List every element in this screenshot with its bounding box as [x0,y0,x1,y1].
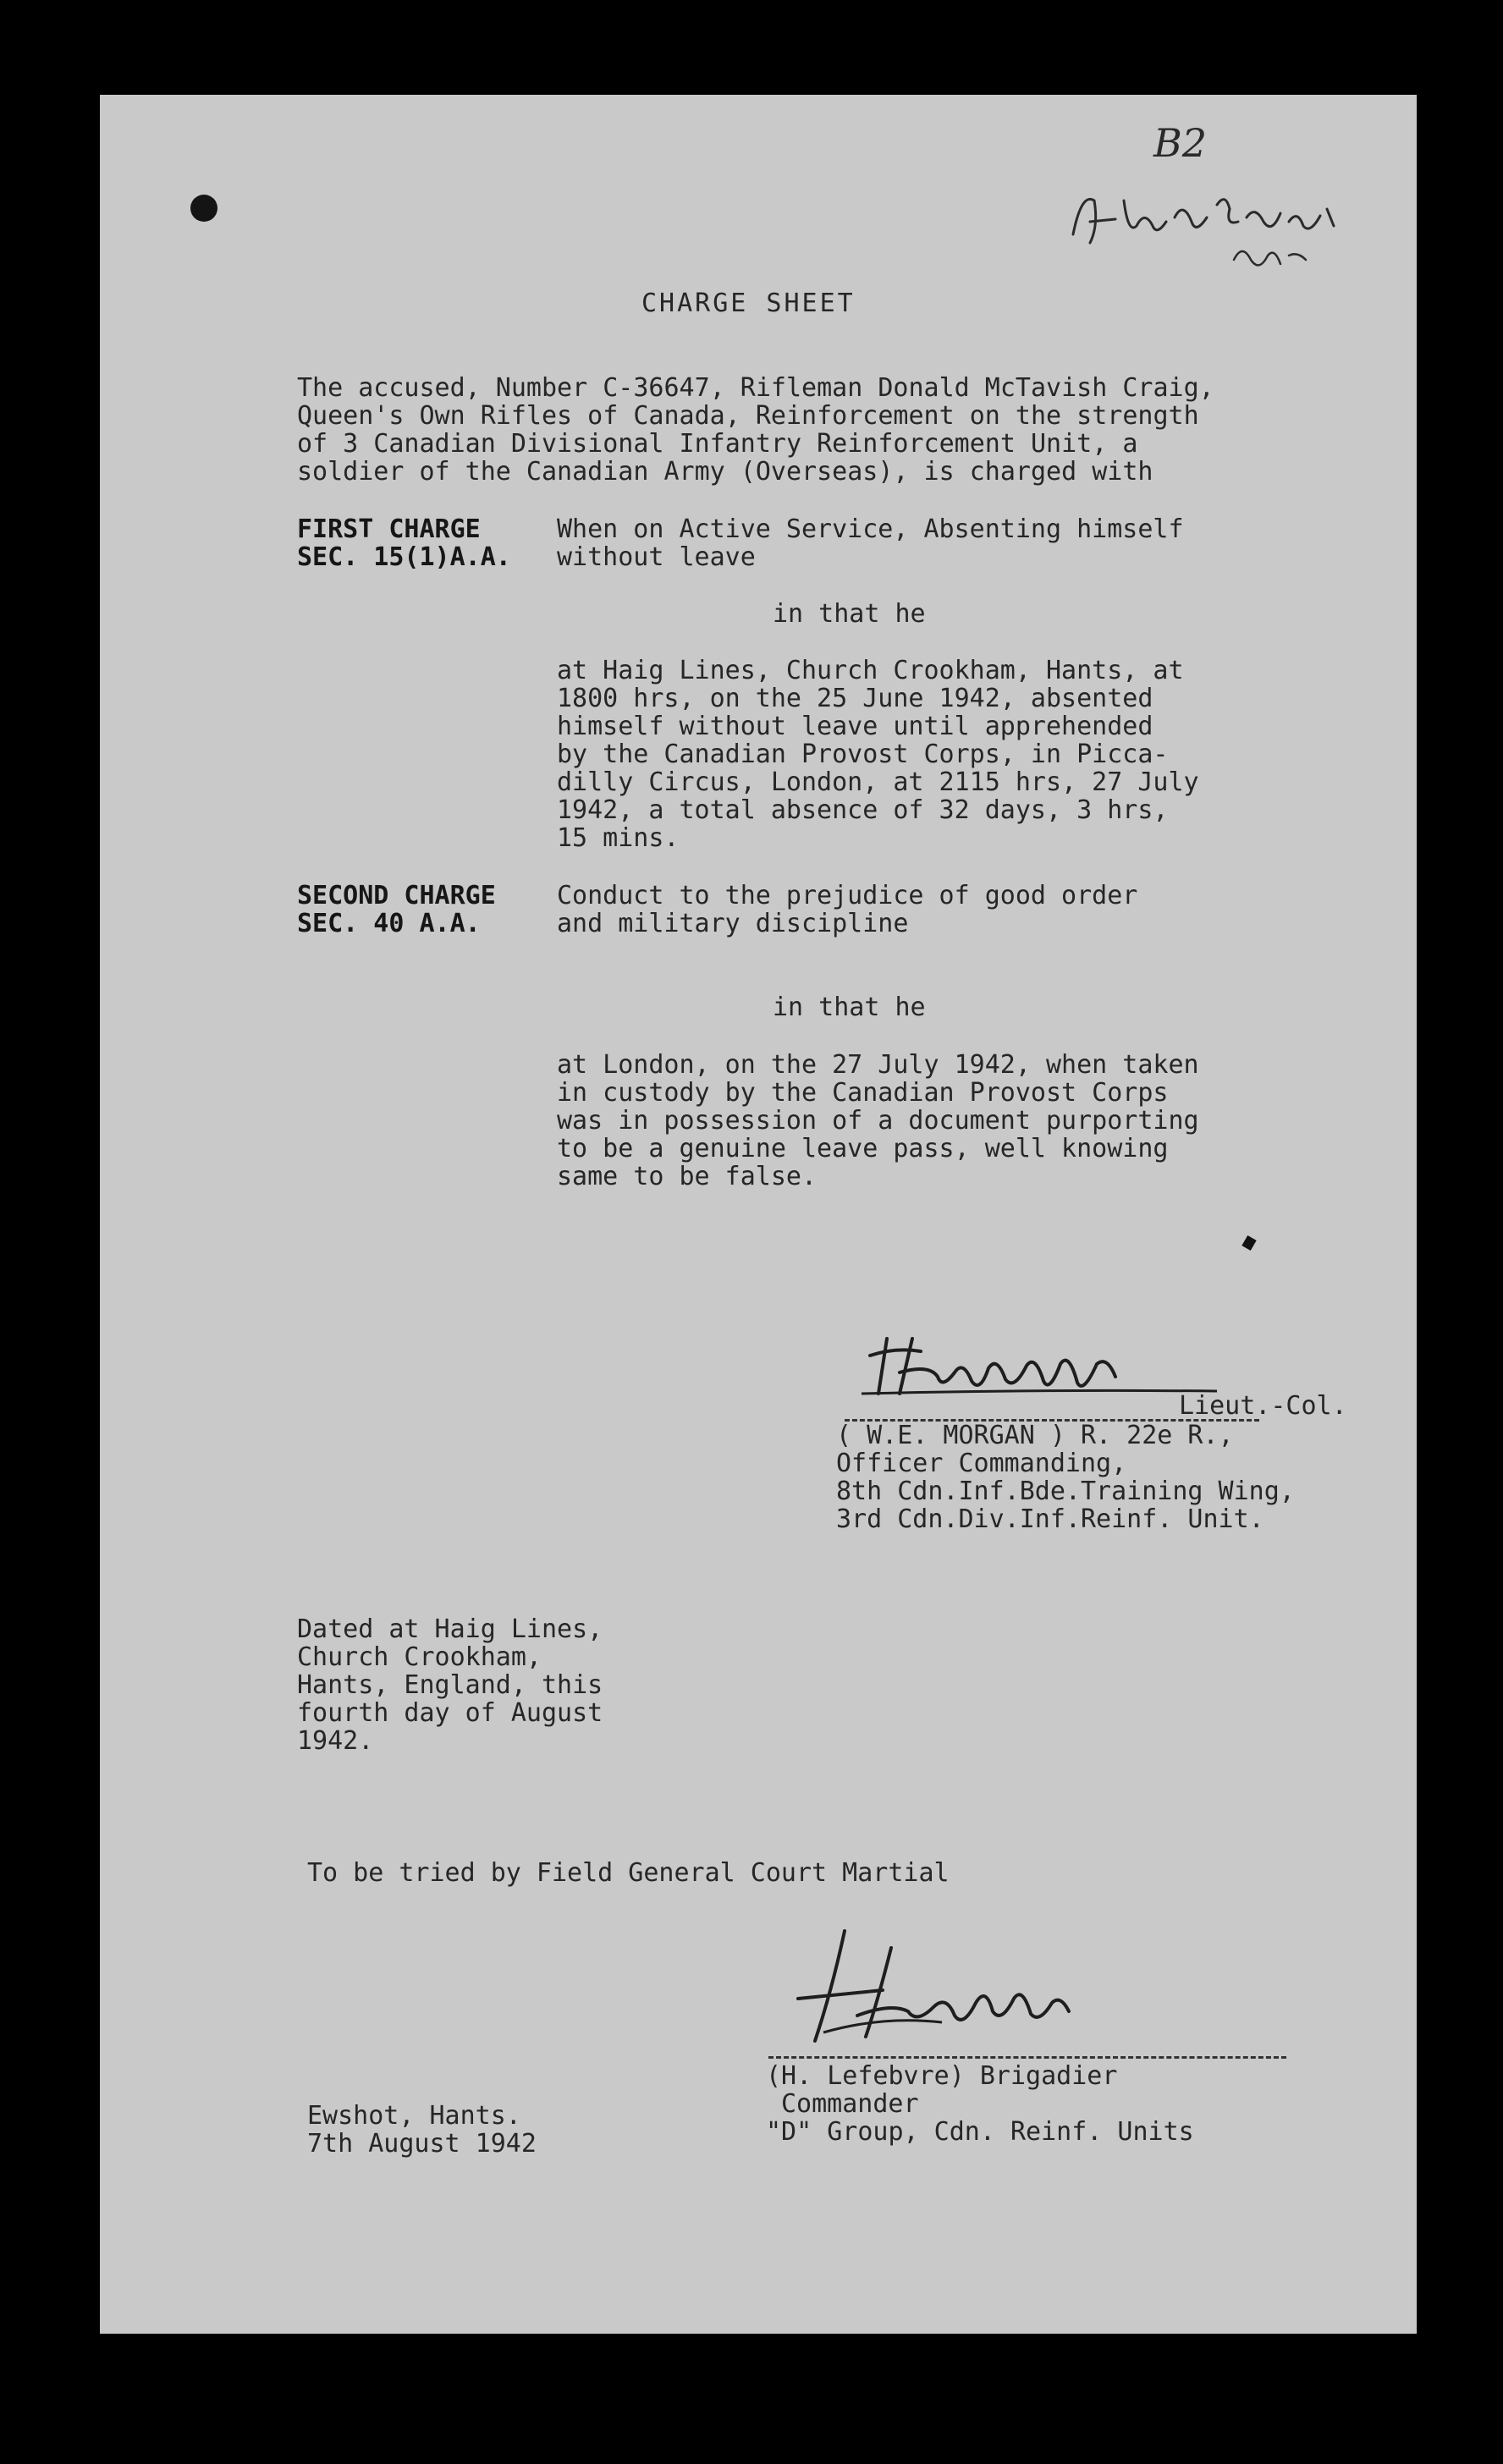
punch-hole-mark [190,195,217,222]
major-signature [1056,175,1361,285]
second-charge-offence: Conduct to the prejudice of good order [557,881,1138,910]
first-charge-particulars: 1942, a total absence of 32 days, 3 hrs, [557,795,1169,825]
morgan-signature [862,1313,1217,1415]
first-charge-particulars: by the Canadian Provost Corps, in Picca- [557,740,1169,769]
first-charge-particulars: 1800 hrs, on the 25 June 1942, absented [557,684,1153,713]
first-charge-particulars: himself without leave until apprehended [557,712,1153,741]
intro-line: soldier of the Canadian Army (Overseas), is charged with [297,457,1153,487]
signature-2-line [768,2056,1286,2059]
signatory-1-rank: Lieut.-Col. [1179,1391,1347,1421]
first-charge-particulars: 15 mins. [557,823,680,853]
date-line: 7th August 1942 [307,2129,537,2159]
signatory-2-line: Commander [781,2089,919,2119]
second-charge-particulars: to be a genuine leave pass, well knowing [557,1134,1169,1163]
signatory-2-line: "D" Group, Cdn. Reinf. Units [766,2117,1194,2147]
place-line: Ewshot, Hants. [307,2101,521,2131]
dated-line: 1942. [297,1726,374,1756]
second-charge-particulars: was in possession of a document purporting [557,1106,1199,1136]
intro-line: Queen's Own Rifles of Canada, Reinforcement on the strength [297,401,1199,431]
dated-line: Dated at Haig Lines, [297,1614,603,1644]
intro-line: of 3 Canadian Divisional Infantry Reinforcement Unit, a [297,429,1138,459]
signatory-2-line: (H. Lefebvre) Brigadier [766,2061,1118,2091]
lefebvre-signature [764,1914,1137,2066]
second-charge-particulars: at London, on the 27 July 1942, when taken [557,1050,1199,1080]
document-title: CHARGE SHEET [641,289,856,318]
signatory-1-line: Officer Commanding, [836,1449,1127,1478]
first-charge-offence: without leave [557,542,756,572]
first-charge-in-that: in that he [773,599,926,629]
second-charge-section: SEC. 40 A.A. [297,909,481,938]
first-charge-particulars: at Haig Lines, Church Crookham, Hants, at [557,656,1184,685]
intro-line: The accused, Number C-36647, Rifleman Donald McTavish Craig, [297,373,1214,403]
second-charge-offence: and military discipline [557,909,909,938]
second-charge-in-that: in that he [773,993,926,1022]
dated-line: Hants, England, this [297,1670,603,1700]
charge-sheet-page [100,95,1417,2334]
first-charge-offence: When on Active Service, Absenting himself [557,514,1184,544]
first-charge-label: FIRST CHARGE [297,514,481,544]
first-charge-particulars: dilly Circus, London, at 2115 hrs, 27 July [557,767,1199,797]
corner-reference: B2 [1153,120,1208,166]
dated-line: fourth day of August [297,1698,603,1728]
court-martial-order: To be tried by Field General Court Martial [307,1858,950,1888]
second-charge-particulars: same to be false. [557,1162,818,1191]
signatory-1-line: 3rd Cdn.Div.Inf.Reinf. Unit. [836,1504,1264,1534]
dated-line: Church Crookham, [297,1642,542,1672]
second-charge-particulars: in custody by the Canadian Provost Corps [557,1078,1169,1108]
signatory-1-line: 8th Cdn.Inf.Bde.Training Wing, [836,1477,1295,1506]
signatory-1-line: ( W.E. MORGAN ) R. 22e R., [836,1421,1234,1450]
stray-mark [1241,1235,1256,1251]
first-charge-section: SEC. 15(1)A.A. [297,542,511,572]
second-charge-label: SECOND CHARGE [297,881,496,910]
